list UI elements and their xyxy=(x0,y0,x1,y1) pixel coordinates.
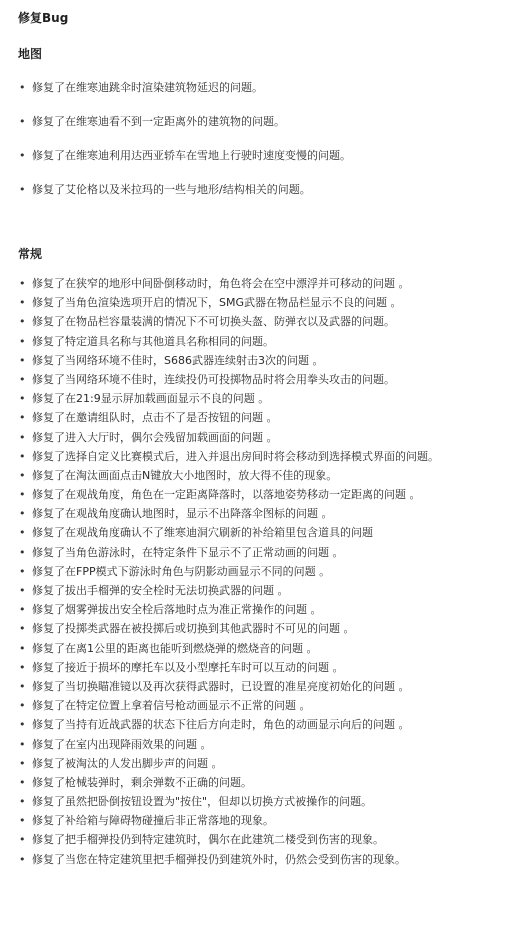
section-title-general: 常规 xyxy=(18,247,43,261)
list-item-text: 修复了在特定位置上拿着信号枪动画显示不正常的问题 。 xyxy=(32,699,311,713)
list-item xyxy=(18,679,498,698)
bullet-icon: • xyxy=(19,564,26,578)
list-item-text: 修复了在21:9显示屏加载画面显示不良的问题 。 xyxy=(32,392,270,406)
bullet-icon: • xyxy=(19,660,26,674)
list-item-text: 修复了进入大厅时，偶尔会残留加载画面的问题 。 xyxy=(32,430,278,444)
list-item xyxy=(18,756,498,775)
bullet-icon: • xyxy=(19,411,26,425)
list-item-text: 修复了在观战角度，角色在一定距离降落时，以落地姿势移动一定距离的问题 。 xyxy=(32,488,421,502)
list-item-text: 修复了当角色渲染选项开启的情况下，SMG武器在物品栏显示不良的问题 。 xyxy=(32,296,402,310)
bullet-icon: • xyxy=(19,392,26,406)
list-item-text: 修复了当您在特定建筑里把手榴弹投仍到建筑外时，仍然会受到伤害的现象。 xyxy=(32,852,406,866)
section-title-map: 地图 xyxy=(18,47,43,61)
page-title: 修复Bug xyxy=(18,11,69,25)
list-item xyxy=(18,487,498,506)
list-item xyxy=(18,334,498,353)
bullet-icon: • xyxy=(19,449,26,463)
list-item xyxy=(18,525,498,544)
bullet-icon: • xyxy=(19,488,26,502)
list-item xyxy=(18,391,498,410)
list-item-text: 修复了在离1公里的距离也能听到燃烧弹的燃烧音的问题 。 xyxy=(32,641,318,655)
list-item xyxy=(18,148,498,164)
list-item xyxy=(18,737,498,756)
list-item-text: 修复了在物品栏容量装满的情况下不可切换头盔、防弹衣以及武器的问题。 xyxy=(32,315,395,329)
list-item-text: 修复了把手榴弹投仍到特定建筑时，偶尔在此建筑二楼受到伤害的现象。 xyxy=(32,833,384,847)
list-item-text: 修复了选择自定义比赛模式后，进入并退出房间时将会移动到选择模式界面的问题。 xyxy=(32,449,439,463)
bullet-icon: • xyxy=(19,584,26,597)
bullet-icon: • xyxy=(19,315,26,329)
bullet-icon: • xyxy=(19,507,26,521)
list-item xyxy=(18,545,498,564)
list-item-text: 修复了当网络环境不佳时，S686武器连续射击3次的问题 。 xyxy=(32,353,324,367)
bullet-icon: • xyxy=(19,81,26,94)
list-item-text: 修复了拔出手榴弹的安全栓时无法切换武器的问题 。 xyxy=(32,584,289,597)
bullet-icon: • xyxy=(19,852,26,866)
list-item xyxy=(18,295,498,314)
list-item xyxy=(18,410,498,429)
bullet-icon: • xyxy=(19,814,26,828)
list-item xyxy=(18,852,498,871)
list-item xyxy=(18,430,498,449)
bullet-icon: • xyxy=(19,622,26,636)
list-item-text: 修复了艾伦格以及米拉玛的一些与地形/结构相关的问题。 xyxy=(32,183,311,196)
list-item-text: 修复了特定道具名称与其他道具名称相同的问题。 xyxy=(32,334,274,348)
list-item-text: 修复了投掷类武器在被投掷后或切换到其他武器时不可见的问题 。 xyxy=(32,622,355,636)
list-item-text: 修复了当角色游泳时，在特定条件下显示不了正常动画的问题 。 xyxy=(32,545,344,559)
bullet-icon: • xyxy=(19,775,26,789)
list-item xyxy=(18,353,498,372)
bullet-icon: • xyxy=(19,115,26,128)
list-item xyxy=(18,641,498,660)
list-item-text: 修复了在室内出现降雨效果的问题 。 xyxy=(32,737,212,751)
bullet-icon: • xyxy=(19,545,26,559)
list-item xyxy=(18,449,498,468)
bullet-icon: • xyxy=(19,526,26,540)
list-item xyxy=(18,182,498,198)
list-item-text: 修复了当持有近战武器的状态下往后方向走时，角色的动画显示向后的问题 。 xyxy=(32,718,410,732)
list-item-text: 修复了当网络环境不佳时，连续投仍可投掷物品时将会用拳头攻击的问题。 xyxy=(32,372,395,386)
list-item-text: 修复了补给箱与障碍物碰撞后非正常落地的现象。 xyxy=(32,814,274,828)
list-item xyxy=(18,468,498,487)
bullet-icon: • xyxy=(19,795,26,809)
list-item xyxy=(18,717,498,736)
list-item xyxy=(18,775,498,794)
bullet-icon: • xyxy=(19,468,26,482)
bullet-icon: • xyxy=(19,277,26,290)
map-fix-list xyxy=(18,80,498,198)
list-item xyxy=(18,564,498,583)
list-item xyxy=(18,114,498,130)
list-item-text: 修复了在维寒迪跳伞时渲染建筑物延迟的问题。 xyxy=(32,81,263,94)
bullet-icon: • xyxy=(19,641,26,655)
list-item-text: 修复了在FPP模式下游泳时角色与阴影动画显示不同的问题 。 xyxy=(32,564,331,578)
list-item xyxy=(18,621,498,640)
list-item-text: 修复了当切换瞄准镜以及再次获得武器时，已设置的准星亮度初始化的问题 。 xyxy=(32,679,410,693)
list-item xyxy=(18,832,498,851)
bullet-icon: • xyxy=(19,833,26,847)
bullet-icon: • xyxy=(19,718,26,732)
list-item-text: 修复了在邀请组队时，点击不了是否按钮的问题 。 xyxy=(32,411,278,425)
bullet-icon: • xyxy=(19,149,26,162)
bullet-icon: • xyxy=(19,756,26,770)
bullet-icon: • xyxy=(19,372,26,386)
bullet-icon: • xyxy=(19,353,26,367)
bullet-icon: • xyxy=(19,679,26,693)
list-item-text: 修复了在维寒迪看不到一定距离外的建筑物的问题。 xyxy=(32,115,285,128)
bullet-icon: • xyxy=(19,430,26,444)
list-item xyxy=(18,660,498,679)
bullet-icon: • xyxy=(19,699,26,713)
list-item xyxy=(18,583,498,602)
bullet-icon: • xyxy=(19,183,26,196)
list-item xyxy=(18,794,498,813)
list-item-text: 修复了在观战角度确认地图时，显示不出降落伞图标的问题 。 xyxy=(32,507,333,521)
list-item xyxy=(18,372,498,391)
bullet-icon: • xyxy=(19,334,26,348)
list-item xyxy=(18,80,498,96)
list-item-text: 修复了在狭窄的地形中间卧倒移动时，角色将会在空中漂浮并可移动的问题 。 xyxy=(32,277,410,290)
list-item-text: 修复了枪械装弹时，剩余弹数不正确的问题。 xyxy=(32,775,252,789)
bullet-icon: • xyxy=(19,737,26,751)
general-fix-list xyxy=(18,276,498,871)
list-item-text: 修复了虽然把卧倒按钮设置为"按住"，但却以切换方式被操作的问题。 xyxy=(32,795,373,809)
list-item-text: 修复了在淘汰画面点击N键放大小地图时，放大得不佳的现象。 xyxy=(32,468,338,482)
list-item xyxy=(18,314,498,333)
list-item xyxy=(18,698,498,717)
bullet-icon: • xyxy=(19,603,26,617)
list-item xyxy=(18,276,498,295)
list-item-text: 修复了被淘汰的人发出脚步声的问题 。 xyxy=(32,756,223,770)
bullet-icon: • xyxy=(19,296,26,310)
list-item xyxy=(18,813,498,832)
list-item xyxy=(18,506,498,525)
list-item-text: 修复了烟雾弹拔出安全栓后落地时点为准正常操作的问题 。 xyxy=(32,603,322,617)
list-item-text: 修复了在观战角度确认不了维寒迪洞穴刷新的补给箱里包含道具的问题 xyxy=(32,526,373,540)
list-item-text: 修复了接近于损坏的摩托车以及小型摩托车时可以互动的问题 。 xyxy=(32,660,344,674)
list-item xyxy=(18,602,498,621)
list-item-text: 修复了在维寒迪利用达西亚轿车在雪地上行驶时速度变慢的问题。 xyxy=(32,149,351,162)
